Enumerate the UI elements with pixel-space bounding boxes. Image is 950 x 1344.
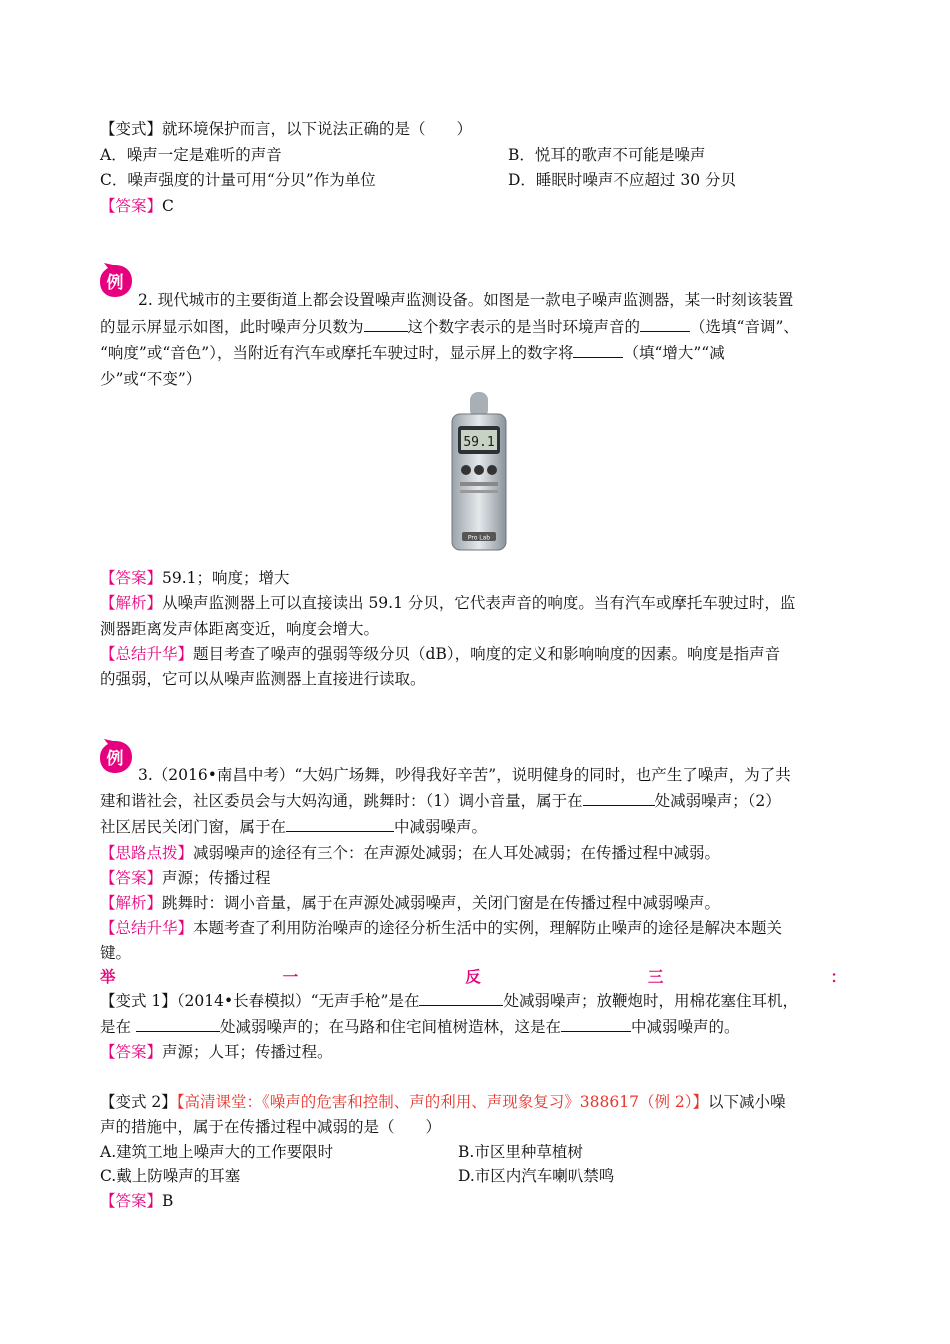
meter-display: 59.1 xyxy=(463,435,495,450)
answer-value: C xyxy=(162,197,174,215)
example-badge-icon xyxy=(96,738,134,776)
variant1-answer: 【答案】声源；人耳；传播过程。 xyxy=(100,1043,333,1061)
badge-text: 例 xyxy=(106,749,124,769)
ex2-summary-cont: 的强弱，它可以从噪声监测器上直接进行读取。 xyxy=(100,670,426,688)
ex3-line3: 社区居民关闭门窗，属于在 中减弱噪声。 xyxy=(100,818,488,836)
ex2-analysis-cont: 测器距离发声体距离变近，响度会增大。 xyxy=(100,620,380,638)
variant2-answer: 【答案】B xyxy=(100,1192,174,1210)
meter-brand: Pro Lab xyxy=(467,534,491,542)
variant1-line2: 是在 处减弱噪声的；在马路和住宅间植树造林，这是在 中减弱噪声的。 xyxy=(100,1018,740,1036)
ex3-analysis: 【解析】跳舞时：调小音量，属于在声源处减弱噪声，关闭门窗是在传播过程中减弱噪声。 xyxy=(100,894,721,912)
variant2-line2: 声的措施中，属于在传播过程中减弱的是（ ） xyxy=(100,1118,442,1136)
classroom-link[interactable]: 【高清课堂：《噪声的危害和控制、声的利用、声现象复习》388617（例 2）】 xyxy=(176,1093,709,1111)
variant-question: 【变式】就环境保护而言，以下说法正确的是（ ） xyxy=(100,120,473,138)
ex3-summary-cont: 键。 xyxy=(100,944,132,962)
ex3-answer: 【答案】声源；传播过程 xyxy=(100,869,271,887)
ex2-summary: 【总结升华】题目考查了噪声的强弱等级分贝（dB），响度的定义和影响响度的因素。响度是指声音 xyxy=(100,645,781,663)
option-d: D．睡眠时噪声不应超过 30 分贝 xyxy=(508,171,737,189)
option-a: A．噪声一定是难听的声音 xyxy=(100,146,282,164)
ex2-line2: 的显示屏显示如图，此时噪声分贝数为 这个数字表示的是当时环境声音的 （选填“音调”、 xyxy=(100,318,799,336)
variant2-line1: 【变式 2】【高清课堂：《噪声的危害和控制、声的利用、声现象复习》388617（例 2）】以下减小噪 xyxy=(100,1093,786,1111)
blank xyxy=(136,1017,220,1032)
ex2-line3: “响度”或“音色”），当附近有汽车或摩托车驶过时，显示屏上的数字将 （填“增大”“减 xyxy=(100,344,725,362)
blank xyxy=(364,317,408,332)
ex3-line2: 建和谐社会，社区委员会与大妈沟通，跳舞时：（1）调小音量，属于在 处减弱噪声；（2） xyxy=(100,792,781,810)
blank xyxy=(286,817,394,832)
ex2-line4: 少”或“不变”） xyxy=(100,370,202,388)
option-d: D.市区内汽车喇叭禁鸣 xyxy=(458,1167,615,1185)
ex3-line1: 3.（2016•南昌中考）“大妈广场舞，吵得我好辛苦”，说明健身的同时，也产生了噪声，为了共 xyxy=(138,766,791,784)
blank xyxy=(561,1017,631,1032)
variant1-line1: 【变式 1】（2014•长春模拟）“无声手枪”是在 处减弱噪声；放鞭炮时，用棉花塞住耳机， xyxy=(100,992,798,1010)
option-c: C．噪声强度的计量可用“分贝”作为单位 xyxy=(100,171,376,189)
blank xyxy=(573,343,623,358)
option-a: A.建筑工地上噪声大的工作要限时 xyxy=(100,1143,334,1161)
ex3-tip: 【思路点拨】减弱噪声的途径有三个：在声源处减弱；在人耳处减弱；在传播过程中减弱。 xyxy=(100,844,721,862)
option-c: C.戴上防噪声的耳塞 xyxy=(100,1167,241,1185)
ex2-answer: 【答案】59.1；响度；增大 xyxy=(100,569,290,587)
option-b: B．悦耳的歌声不可能是噪声 xyxy=(508,146,706,164)
ex3-summary: 【总结升华】本题考查了利用防治噪声的途径分析生活中的实例，理解防止噪声的途径是解决本题关 xyxy=(100,919,783,937)
option-b: B.市区里种草植树 xyxy=(458,1143,583,1161)
ex2-line1: 2. 现代城市的主要街道上都会设置噪声监测设备。如图是一款电子噪声监测器，某一时刻该装置 xyxy=(138,291,794,309)
example-badge-icon xyxy=(96,262,134,300)
blank xyxy=(640,317,690,332)
section-heading: 举 一 反 三 ： xyxy=(100,967,846,986)
sound-level-meter-image xyxy=(446,392,512,552)
blank xyxy=(419,991,503,1006)
answer-label: 【答案】 xyxy=(100,197,163,215)
blank xyxy=(583,791,655,806)
ex2-analysis: 【解析】从噪声监测器上可以直接读出 59.1 分贝，它代表声音的响度。当有汽车或摩托车驶过时，监 xyxy=(100,594,796,612)
badge-text: 例 xyxy=(106,273,124,293)
answer-row xyxy=(100,195,174,217)
